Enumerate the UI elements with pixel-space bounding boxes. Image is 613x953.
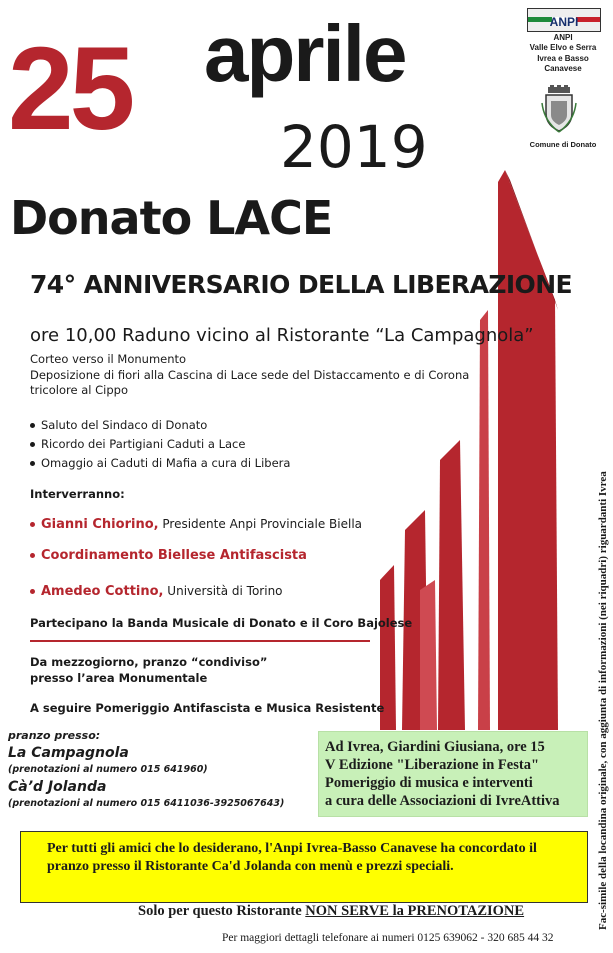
no-booking-emphasis: NON SERVE la PRENOTAZIONE: [305, 903, 525, 919]
speaker-item: [30, 517, 362, 532]
cortege-line: Corteo verso il Monumento: [30, 352, 187, 366]
speaker-item: [30, 584, 283, 599]
side-note: Fac-simile della locandina originale, con aggiunta di informazioni (nei riquadri) riguardanti Ivrea: [597, 471, 609, 930]
no-booking-prefix: Solo per questo Ristorante: [138, 903, 306, 919]
gathering-time: ore 10,00 Raduno vicino al Ristorante “La Campagnola”: [30, 325, 534, 346]
anpi-caption-line: Valle Elvo e Serra: [529, 43, 597, 53]
speaker-name: Gianni Chiorino,: [41, 517, 159, 532]
ivrea-event-box: [318, 731, 588, 817]
bullet-icon: [30, 461, 35, 466]
speaker-item: [30, 548, 307, 563]
event-place: Donato LACE: [10, 191, 333, 245]
list-item: [30, 418, 207, 432]
bullet-icon: [30, 522, 35, 527]
restaurant-name: Cà’d Jolanda: [8, 779, 107, 795]
list-item: [30, 456, 290, 470]
bullet-icon: [30, 423, 35, 428]
bullet-icon: [30, 589, 35, 594]
anpi-caption: [520, 33, 606, 75]
list-item-text: Omaggio ai Caduti di Mafia a cura di Libera: [41, 456, 291, 470]
event-year: 2019: [280, 113, 428, 181]
anpi-logo: [527, 8, 601, 32]
speaker-role: Università di Torino: [163, 584, 283, 598]
footer-contacts: Per maggiori dettagli telefonare ai numeri 0125 639062 - 320 685 44 32: [222, 932, 554, 944]
lunch-notice-text: Per tutti gli amici che lo desiderano, l'Anpi Ivrea-Basso Canavese ha concordato il pranzo presso il Ristorante Ca'd Jolanda con menù e prezzi speciali.: [47, 841, 537, 875]
lunch-line: Da mezzogiorno, pranzo “condiviso”: [30, 655, 268, 669]
restaurant-booking: (prenotazioni al numero 015 6411036-3925067643): [8, 798, 285, 809]
anniversary-title: 74° ANNIVERSARIO DELLA LIBERAZIONE: [30, 270, 573, 299]
monument-graphic: [380, 170, 595, 730]
cortege-line: Deposizione di fiori alla Cascina di Lace sede del Distaccamento e di Corona tricolore al Cippo: [30, 367, 470, 398]
restaurants-title: pranzo presso:: [8, 729, 101, 742]
lunch-notice-box: [20, 831, 588, 903]
lunch-info: [30, 655, 267, 686]
speaker-name: Amedeo Cottino,: [41, 584, 164, 599]
ivrea-line: Pomeriggio di musica e interventi: [325, 775, 533, 792]
list-item: [30, 437, 245, 451]
ivrea-line: V Edizione "Liberazione in Festa": [325, 757, 539, 774]
anpi-logo-text: ANPI: [549, 15, 579, 29]
list-item-text: Ricordo dei Partigiani Caduti a Lace: [41, 437, 246, 451]
anpi-caption-line: Ivrea e Basso Canavese: [537, 53, 589, 74]
divider: [30, 640, 370, 642]
no-booking-line: [138, 903, 524, 920]
anpi-caption-line: ANPI: [553, 33, 573, 42]
ivrea-line: Ad Ivrea, Giardini Giusiana, ore 15: [325, 739, 545, 755]
speaker-role: Presidente Anpi Provinciale Biella: [158, 517, 363, 531]
restaurant-booking: (prenotazioni al numero 015 641960): [8, 764, 208, 775]
speakers-title: Interverranno:: [30, 487, 125, 501]
participants-text: Partecipano la Banda Musicale di Donato e il Coro Bajolese: [30, 616, 413, 630]
bullet-icon: [30, 442, 35, 447]
afternoon-text: A seguire Pomeriggio Antifascista e Musica Resistente: [30, 701, 385, 715]
lunch-line: presso l’area Monumentale: [30, 670, 208, 685]
speaker-name: Coordinamento Biellese Antifascista: [41, 548, 307, 563]
bullet-icon: [30, 553, 35, 558]
list-item-text: Saluto del Sindaco di Donato: [41, 418, 208, 432]
event-day: 25: [8, 23, 132, 155]
event-month: aprile: [204, 9, 406, 98]
comune-caption: Comune di Donato: [529, 140, 597, 149]
cortege-description: [30, 352, 470, 399]
coat-of-arms-icon: [540, 85, 578, 133]
ivrea-line: a cura delle Associazioni di IvreAttiva: [325, 793, 560, 810]
restaurant-name: La Campagnola: [8, 745, 129, 761]
